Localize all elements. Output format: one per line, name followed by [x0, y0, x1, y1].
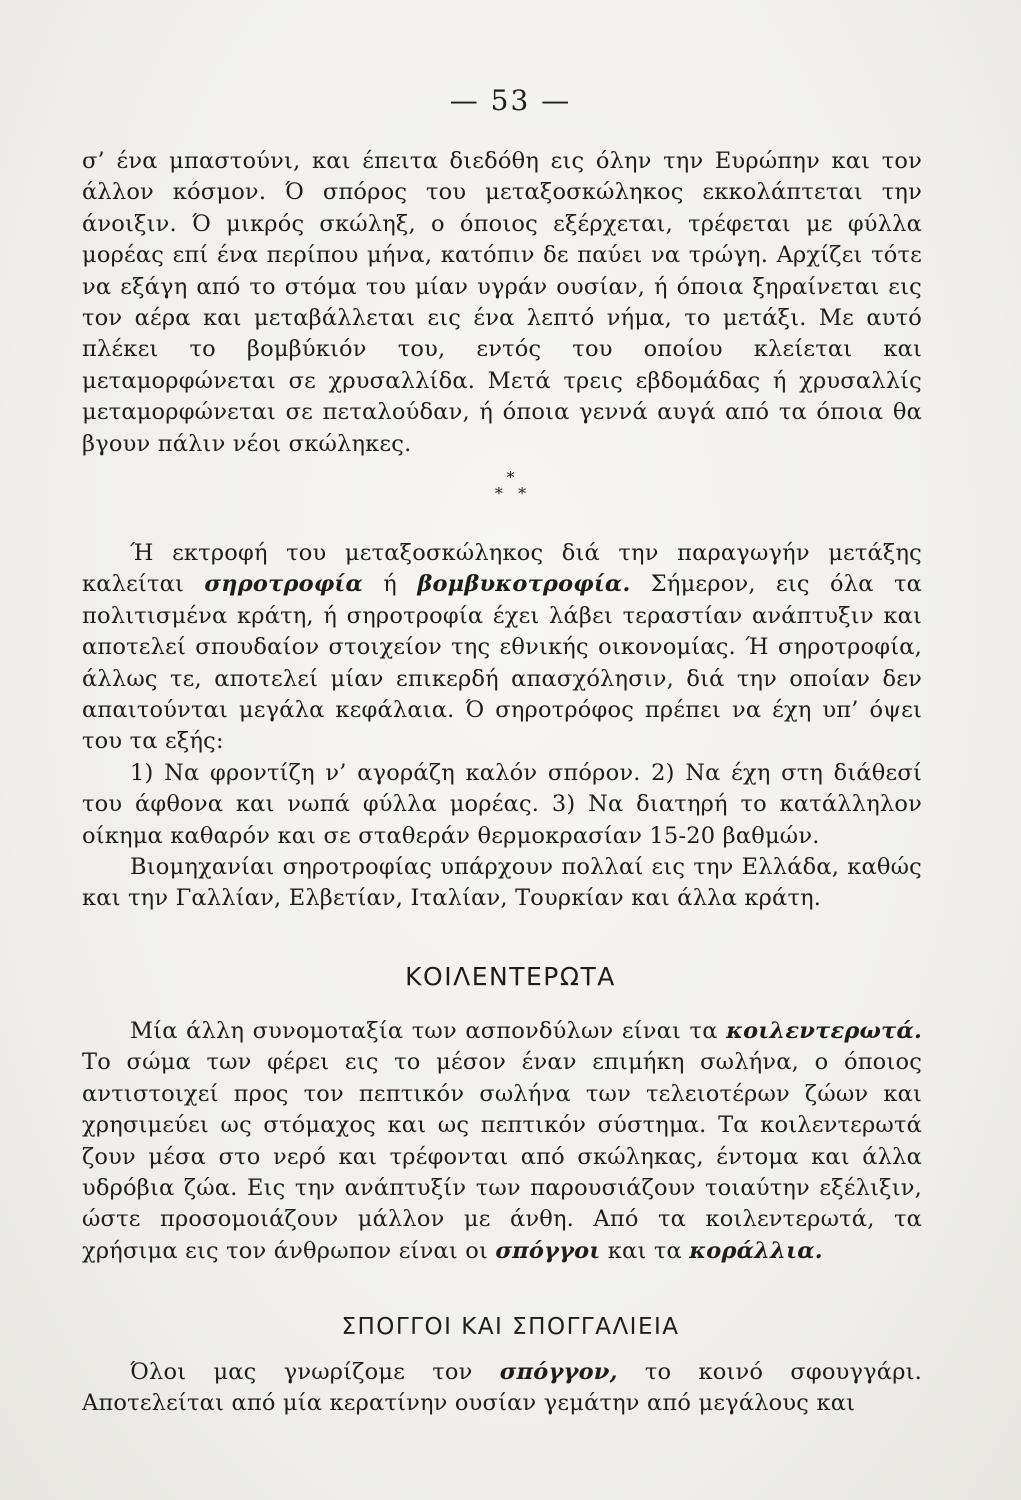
paragraph-coelenterata	[82, 1016, 922, 1267]
para5-text-b: Το σώμα των φέρει εις το μέσον έναν επιμήκη σωλήνα, ο όποιος αντιστοιχεί προς τον πεπτικόν σωλήνα των τελειοτέρων ζώων και χρησιμεύει ως στόμαχος και ως πεπτικόν σύστημα. Τα κοιλεντερωτά ζουν μέσα στο νερό και τρέφονται από σκώληκας, έντομα και άλλα υδρόβια ζώα. Εις την ανάπτυξίν των παρουσιάζουν τοιαύτην εξέλιξιν, ώστε προσομοιάζουν μάλλον με άνθη. Από τα κοιλεντερωτά, τα χρήσιμα εις τον άνθρωπον είναι οι	[82, 1049, 922, 1264]
term-corals: κοράλλια.	[689, 1237, 823, 1264]
paragraph-sericulture	[82, 538, 922, 758]
heading-coelenterata: ΚΟΙΛΕΝΤΕΡΩΤΑ	[405, 962, 616, 991]
sponges-block	[82, 1357, 922, 1420]
para5-text-c: και τα	[600, 1237, 690, 1264]
term-sponge: σπόγγον,	[499, 1359, 618, 1385]
asterism-bottom	[0, 486, 1021, 502]
asterism-top: *	[506, 468, 515, 487]
paragraph-requirements: 1) Να φροντίζη ν’ αγοράζη καλόν σπόρον. 2) Να έχη στη διάθεσί του άφθονα και νωπά φύλλα μορέας. 3) Να διατηρή το κατάλληλον οίκημα καθαρόν και σε σταθεράν θερμοκρασίαν 15-20 βαθμών.	[82, 759, 922, 849]
asterism-right: *	[518, 484, 527, 503]
paragraph-sponges	[82, 1357, 922, 1420]
term-coelenterata: κοιλεντερωτά.	[726, 1018, 922, 1044]
term-sericulture: σηροτροφία	[204, 571, 363, 598]
coelenterata-block	[82, 1016, 922, 1267]
para2-text-b: ή	[362, 571, 418, 598]
asterism-left: *	[494, 484, 503, 503]
page-number: — 53 —	[449, 84, 572, 117]
paragraph-silkworm-lifecycle: σ’ ένα μπαστούνι, και έπειτα διεδόθη εις όλην την Ευρώπην και τον άλλον κόσμον. Ό σπόρος του μεταξοσκώληκος εκκολάπτεται την άνοιξιν. Ό μικρός σκώληξ, ο όποιος εξέρχεται, τρέφεται με φύλλα μορέας επί ένα περίπου μήνα, κατόπιν δε παύει να τρώγη. Αρχίζει τότε να εξάγη από το στόμα του μίαν υγράν ουσίαν, ή όποια ξηραίνεται εις τον αέρα και μεταβάλλεται εις ένα λεπτό νήμα, το μετάξι. Με αυτό πλέκει το βομβύκιόν του, εντός του οποίου κλείεται και μεταμορφώνεται σε χρυσαλλίδα. Μετά τρεις εβδομάδας ή χρυσαλλίς μεταμορφώνεται σε πεταλούδαν, ή όποια γεννά αυγά από τα όποια θα βγουν πάλιν νέοι σκώληκες.	[82, 148, 922, 457]
silkworm-lifecycle-block	[82, 146, 922, 460]
asterism-separator	[0, 470, 1021, 502]
para6-text-a: Όλοι μας γνωρίζομε τον	[130, 1359, 500, 1385]
para2-text-c: Σήμερον, εις όλα τα πολιτισμένα κράτη, ή σηροτροφία έχει λάβει τεραστίαν ανάπτυξιν και αποτελεί σπουδαίον στοιχείον της εθνικής οικονομίας. Ή σηροτροφία, άλλως τε, αποτελεί μίαν επικερδή απασχόλησιν, διά την οποίαν δεν απαιτούνται μεγάλα κεφάλαια. Ό σηροτρόφος πρέπει να έχη υπ’ όψει του τα εξής:	[82, 571, 922, 755]
para5-text-a: Μία άλλη συνομοταξία των ασπονδύλων είναι τα	[130, 1018, 727, 1044]
term-bombykotrophia: βομβυκοτροφία.	[417, 571, 631, 598]
para6-text-b: το κοινό σφουγγάρι. Αποτελείται από μία κερατίνην ουσίαν γεμάτην από μεγάλους και	[82, 1359, 922, 1417]
sericulture-block	[82, 538, 922, 915]
term-sponges: σπόγγοι	[495, 1237, 601, 1264]
heading-sponges-and-sponge-fishing: ΣΠΟΓΓΟΙ ΚΑΙ ΣΠΟΓΓΑΛΙΕΙΑ	[341, 1314, 680, 1340]
para2-text-a: Ή εκτροφή του μεταξοσκώληκος διά την παραγωγήν μετάξης καλείται	[82, 540, 922, 598]
paragraph-industries: Βιομηχανίαι σηροτροφίας υπάρχουν πολλαί εις την Ελλάδα, καθώς και την Γαλλίαν, Ελβετίαν, Ιταλίαν, Τουρκίαν και άλλα κράτη.	[82, 854, 922, 912]
